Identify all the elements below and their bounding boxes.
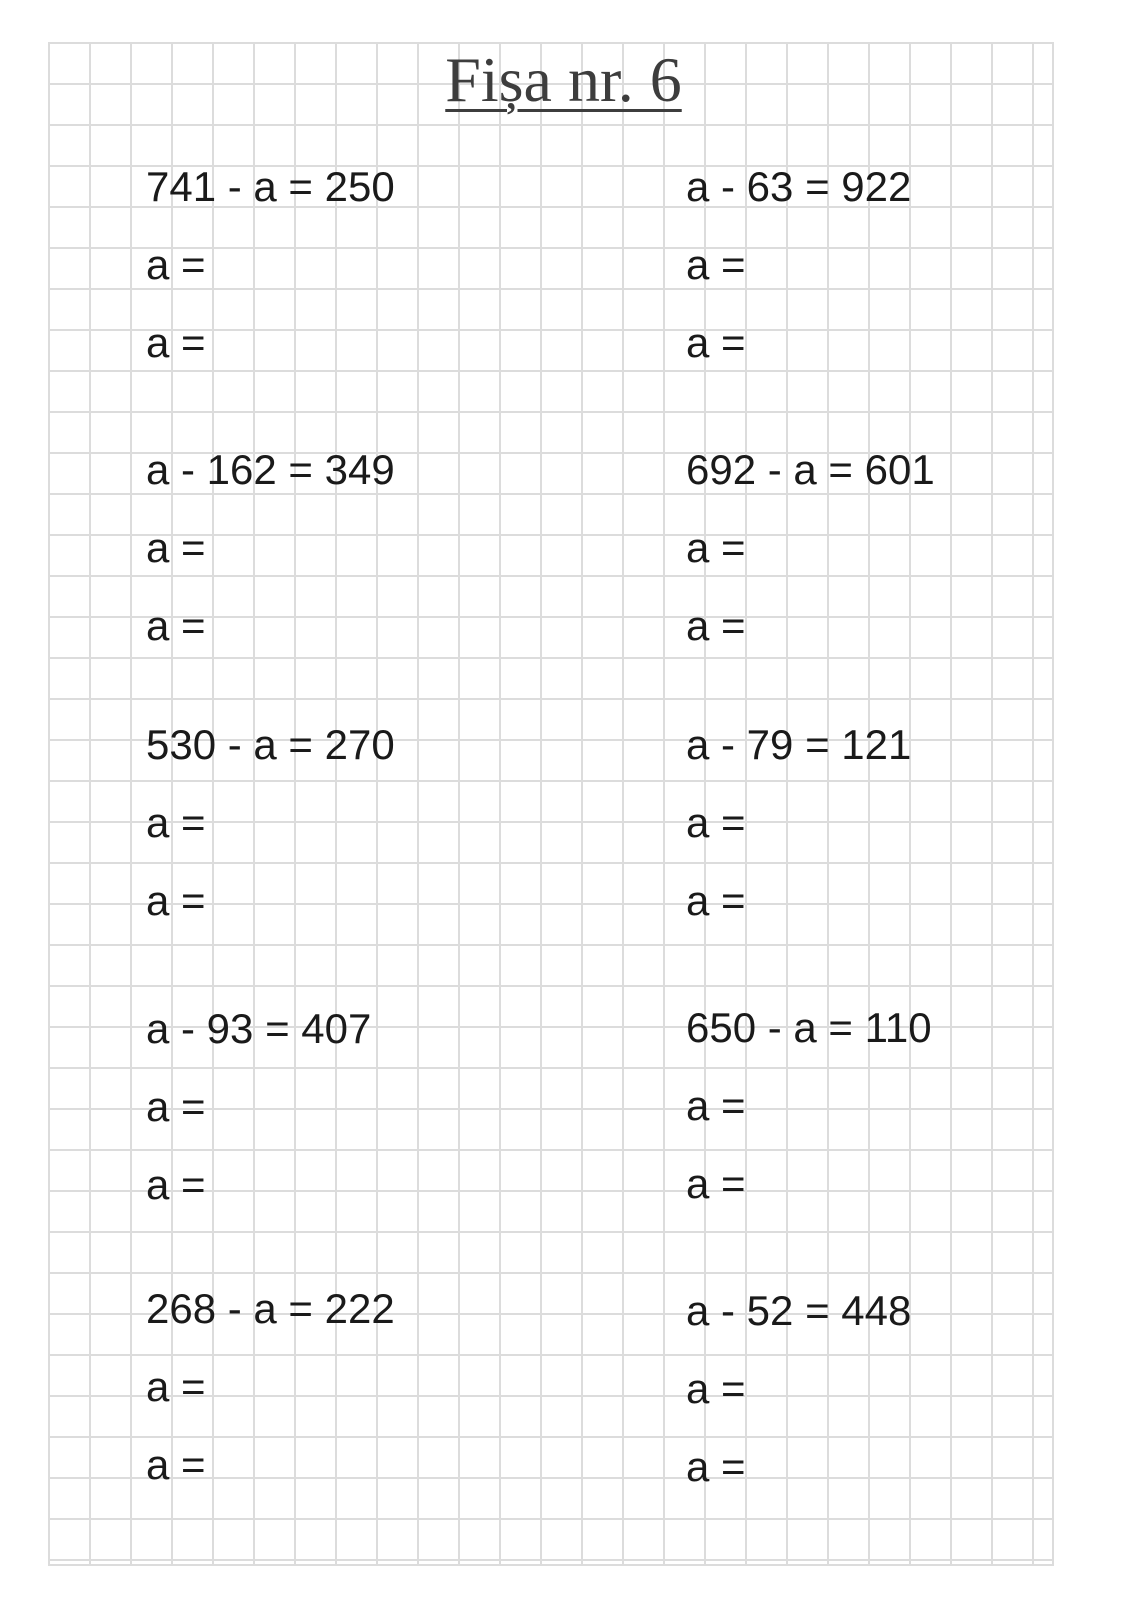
answer-line: a =: [146, 524, 206, 571]
answer-line: a =: [146, 1083, 206, 1130]
answer-line: a =: [146, 602, 206, 649]
answer-line: a =: [686, 1365, 746, 1412]
answer-line: a =: [146, 1363, 206, 1410]
answer-line: a =: [686, 1082, 746, 1129]
equation: 268 - a = 222: [146, 1285, 395, 1332]
answer-line: a =: [686, 877, 746, 924]
equation: a - 162 = 349: [146, 446, 395, 493]
equation: 741 - a = 250: [146, 163, 395, 210]
equation: 530 - a = 270: [146, 721, 395, 768]
answer-line: a =: [146, 241, 206, 288]
equation: a - 93 = 407: [146, 1005, 372, 1052]
answer-line: a =: [686, 1443, 746, 1490]
answer-line: a =: [146, 1441, 206, 1488]
answer-line: a =: [686, 602, 746, 649]
worksheet-title: Fișa nr. 6: [445, 44, 682, 115]
answer-line: a =: [146, 319, 206, 366]
answer-line: a =: [146, 799, 206, 846]
answer-line: a =: [686, 799, 746, 846]
equation: a - 63 = 922: [686, 163, 912, 210]
equation: a - 52 = 448: [686, 1287, 912, 1334]
equation: a - 79 = 121: [686, 721, 912, 768]
answer-line: a =: [686, 1160, 746, 1207]
answer-line: a =: [686, 524, 746, 571]
equation: 692 - a = 601: [686, 446, 935, 493]
answer-line: a =: [146, 1161, 206, 1208]
answer-line: a =: [686, 241, 746, 288]
answer-line: a =: [686, 319, 746, 366]
answer-line: a =: [146, 877, 206, 924]
equation: 650 - a = 110: [686, 1004, 932, 1051]
